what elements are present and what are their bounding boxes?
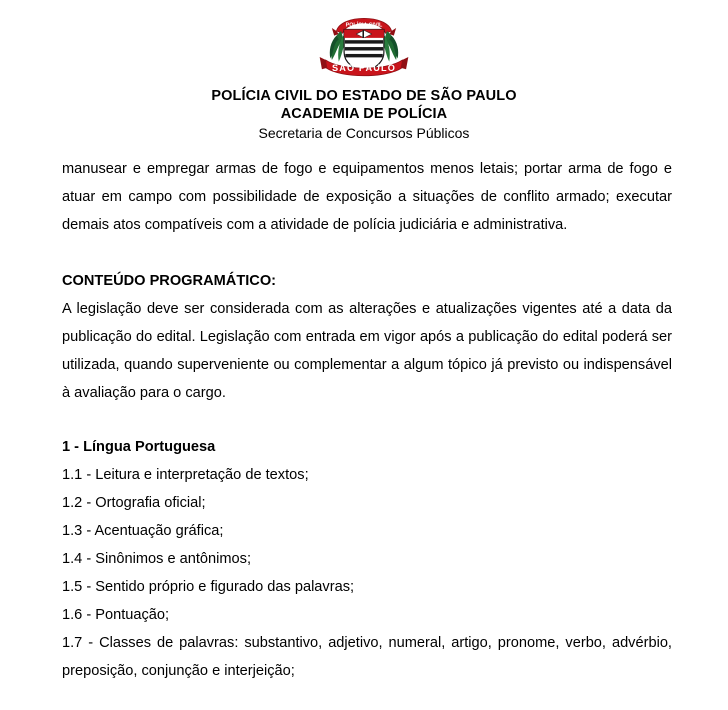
list-item: 1.2 - Ortografia oficial; <box>62 495 206 511</box>
list-item: 1.6 - Pontuação; <box>62 607 170 623</box>
svg-text:SÃO PAULO: SÃO PAULO <box>331 62 397 73</box>
spacer <box>62 407 672 433</box>
svg-text:POLÍCIA CIVIL: POLÍCIA CIVIL <box>345 22 383 29</box>
document-header <box>0 87 728 143</box>
list-item: 1.5 - Sentido próprio e figurado das palavras; <box>62 579 355 595</box>
institution-name-line-2: ACADEMIA DE POLÍCIA <box>280 106 448 122</box>
list-item: 1.1 - Leitura e interpretação de textos; <box>62 467 309 483</box>
institution-name-line-1: POLÍCIA CIVIL DO ESTADO DE SÃO PAULO <box>211 88 517 104</box>
list-item: 1.7 - Classes de palavras: substantivo, adjetivo, numeral, artigo, pronome, verbo, advérbio, preposição, conjunção e interjeição; <box>62 635 672 679</box>
list-item: 1.4 - Sinônimos e antônimos; <box>62 551 252 567</box>
content-note-paragraph: A legislação deve ser considerada com as alterações e atualizações vigentes até a data da publicação do edital. Legislação com entrada em vigor após a publicação do edital poderá ser utilizada, quando superveniente ou complementar a algum tópico já previsto ou indispensável à avaliação para o cargo. <box>62 301 672 401</box>
spacer <box>62 239 672 267</box>
emblem-container <box>0 0 728 84</box>
document-body <box>0 155 728 685</box>
content-heading: CONTEÚDO PROGRAMÁTICO: <box>62 273 277 289</box>
sao-paulo-civil-police-coat-of-arms-icon <box>318 5 410 83</box>
subject-title: 1 - Língua Portuguesa <box>62 439 216 455</box>
institution-name-line-3: Secretaria de Concursos Públicos <box>258 125 470 141</box>
intro-paragraph: manusear e empregar armas de fogo e equipamentos menos letais; portar arma de fogo e atuar em campo com possibilidade de exposição a situações de conflito armado; executar demais atos compatíveis com a atividade de polícia judiciária e administrativa. <box>62 161 672 233</box>
list-item: 1.3 - Acentuação gráfica; <box>62 523 224 539</box>
